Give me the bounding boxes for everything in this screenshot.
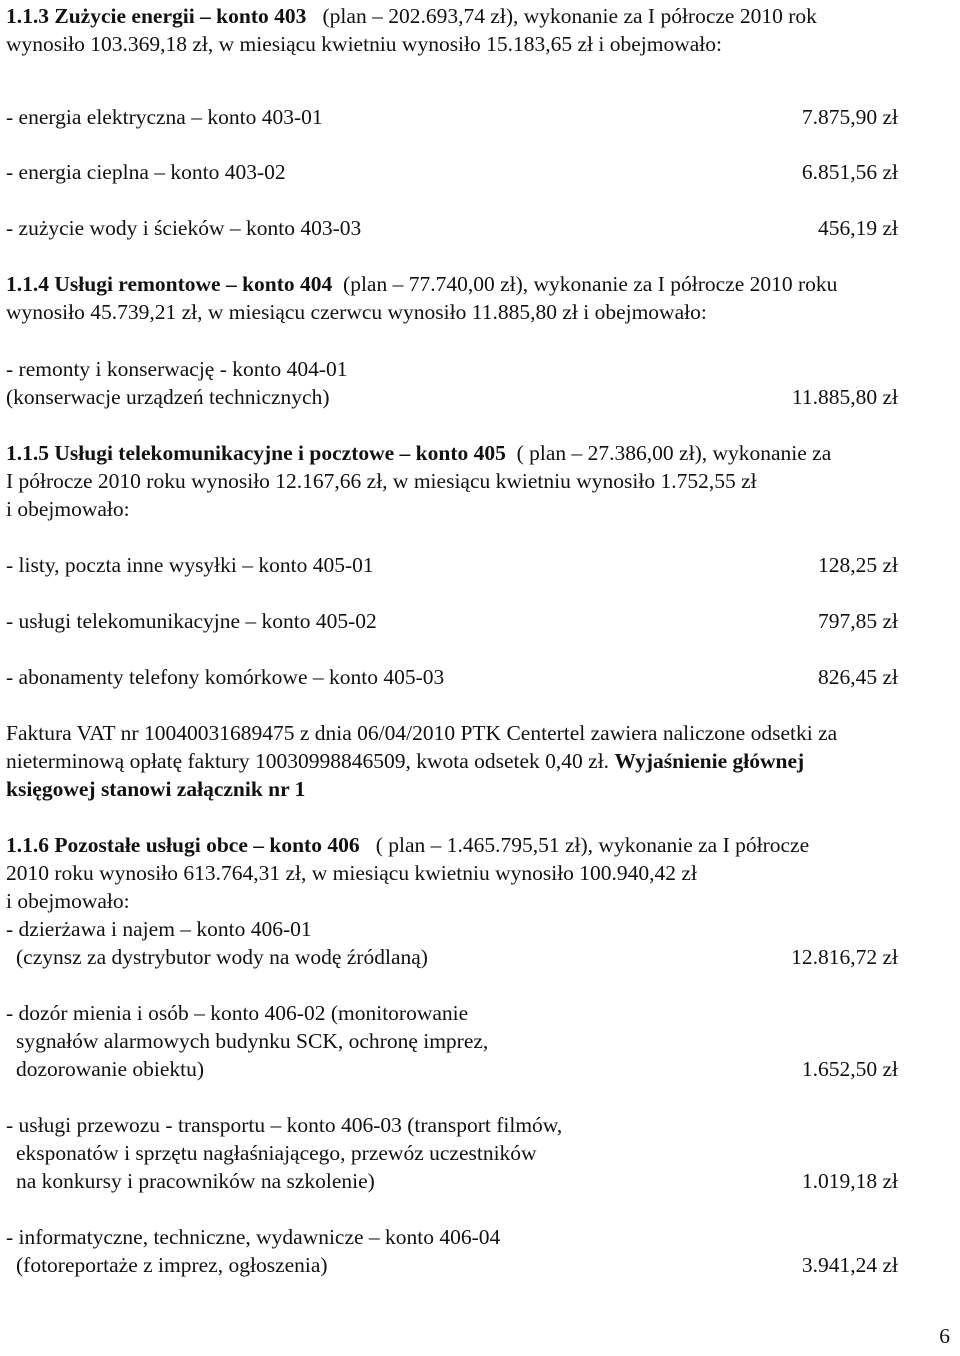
section-115-line1 bbox=[6, 439, 831, 467]
item-405-03-amount: 826,45 zł bbox=[817, 665, 898, 689]
note-line1: Faktura VAT nr 10040031689475 z dnia 06/04/2010 PTK Centertel zawiera naliczone odsetki za bbox=[6, 721, 838, 745]
note-line3-bold: księgowej stanowi załącznik nr 1 bbox=[6, 777, 306, 801]
section-116-line2: 2010 roku wynosiło 613.764,31 zł, w miesiącu kwietniu wynosiło 100.940,42 zł bbox=[6, 861, 697, 885]
section-114-heading: 1.1.4 Usługi remontowe – konto 404 bbox=[6, 272, 333, 296]
item-405-03-label: - abonamenty telefony komórkowe – konto 405-03 bbox=[6, 665, 445, 689]
item-406-03-amount: 1.019,18 zł bbox=[801, 1169, 898, 1193]
section-114-line2: wynosiło 45.739,21 zł, w miesiącu czerwcu wynosiło 11.885,80 zł i obejmowało: bbox=[6, 300, 707, 324]
section-116-plan: ( plan – 1.465.795,51 zł), wykonanie za I półrocze bbox=[375, 833, 810, 857]
section-113-plan: (plan – 202.693,74 zł), wykonanie za I półrocze 2010 rok bbox=[322, 4, 817, 28]
item-406-02-line2: sygnałów alarmowych budynku SCK, ochronę imprez, bbox=[16, 1029, 489, 1053]
section-116-line3: i obejmowało: bbox=[6, 889, 130, 913]
section-115-plan: ( plan – 27.386,00 zł), wykonanie za bbox=[516, 441, 832, 465]
section-116-heading: 1.1.6 Pozostałe usługi obce – konto 406 bbox=[6, 833, 360, 857]
item-406-01-line1: - dzierżawa i najem – konto 406-01 bbox=[6, 917, 312, 941]
item-403-03-amount: 456,19 zł bbox=[817, 216, 898, 240]
section-114-plan: (plan – 77.740,00 zł), wykonanie za I półrocze 2010 roku bbox=[343, 272, 838, 296]
section-115-heading: 1.1.5 Usługi telekomunikacyjne i pocztowe – konto 405 bbox=[6, 441, 506, 465]
item-405-02-amount: 797,85 zł bbox=[817, 609, 898, 633]
item-406-01-line2: (czynsz za dystrybutor wody na wodę źródlaną) bbox=[16, 945, 428, 969]
item-406-04-line2: (fotoreportaże z imprez, ogłoszenia) bbox=[16, 1253, 328, 1277]
section-115-line3: i obejmowało: bbox=[6, 497, 130, 521]
note-line3 bbox=[6, 775, 305, 803]
item-406-04-line1: - informatyczne, techniczne, wydawnicze – konto 406-04 bbox=[6, 1225, 501, 1249]
section-113-line2: wynosiło 103.369,18 zł, w miesiącu kwietniu wynosiło 15.183,65 zł i obejmowało: bbox=[6, 32, 722, 56]
item-406-02-amount: 1.652,50 zł bbox=[801, 1057, 898, 1081]
item-403-03-label: - zużycie wody i ścieków – konto 403-03 bbox=[6, 216, 362, 240]
item-405-01-amount: 128,25 zł bbox=[817, 553, 898, 577]
item-404-01-label: - remonty i konserwację - konto 404-01 bbox=[6, 357, 348, 381]
item-406-02-line3: dozorowanie obiektu) bbox=[16, 1057, 205, 1081]
section-116-line1 bbox=[6, 831, 809, 859]
item-406-03-line3: na konkursy i pracowników na szkolenie) bbox=[16, 1169, 375, 1193]
item-403-01-label: - energia elektryczna – konto 403-01 bbox=[6, 105, 323, 129]
section-114-line1 bbox=[6, 270, 837, 298]
item-405-01-label: - listy, poczta inne wysyłki – konto 405-01 bbox=[6, 553, 374, 577]
item-406-01-amount: 12.816,72 zł bbox=[791, 945, 898, 969]
section-113-line1 bbox=[6, 2, 817, 30]
page-number: 6 bbox=[939, 1324, 950, 1348]
item-406-04-amount: 3.941,24 zł bbox=[801, 1253, 898, 1277]
item-406-02-line1: - dozór mienia i osób – konto 406-02 (monitorowanie bbox=[6, 1001, 469, 1025]
item-406-03-line2: eksponatów i sprzętu nagłaśniającego, przewóz uczestników bbox=[16, 1141, 537, 1165]
item-405-02-label: - usługi telekomunikacyjne – konto 405-02 bbox=[6, 609, 377, 633]
item-403-02-label: - energia cieplna – konto 403-02 bbox=[6, 160, 286, 184]
section-115-line2: I półrocze 2010 roku wynosiło 12.167,66 zł, w miesiącu kwietniu wynosiło 1.752,55 zł bbox=[6, 469, 757, 493]
item-404-01-sublabel: (konserwacje urządzeń technicznych) bbox=[6, 385, 330, 409]
item-404-01-amount: 11.885,80 zł bbox=[791, 385, 898, 409]
item-403-01-amount: 7.875,90 zł bbox=[801, 105, 898, 129]
note-line2-text: nieterminową opłatę faktury 10030998846509, kwota odsetek 0,40 zł. bbox=[6, 749, 610, 773]
note-line2-bold: Wyjaśnienie głównej bbox=[614, 749, 805, 773]
section-113-heading: 1.1.3 Zużycie energii – konto 403 bbox=[6, 4, 307, 28]
item-406-03-line1: - usługi przewozu - transportu – konto 406-03 (transport filmów, bbox=[6, 1113, 563, 1137]
note-line2 bbox=[6, 747, 804, 775]
item-403-02-amount: 6.851,56 zł bbox=[801, 160, 898, 184]
